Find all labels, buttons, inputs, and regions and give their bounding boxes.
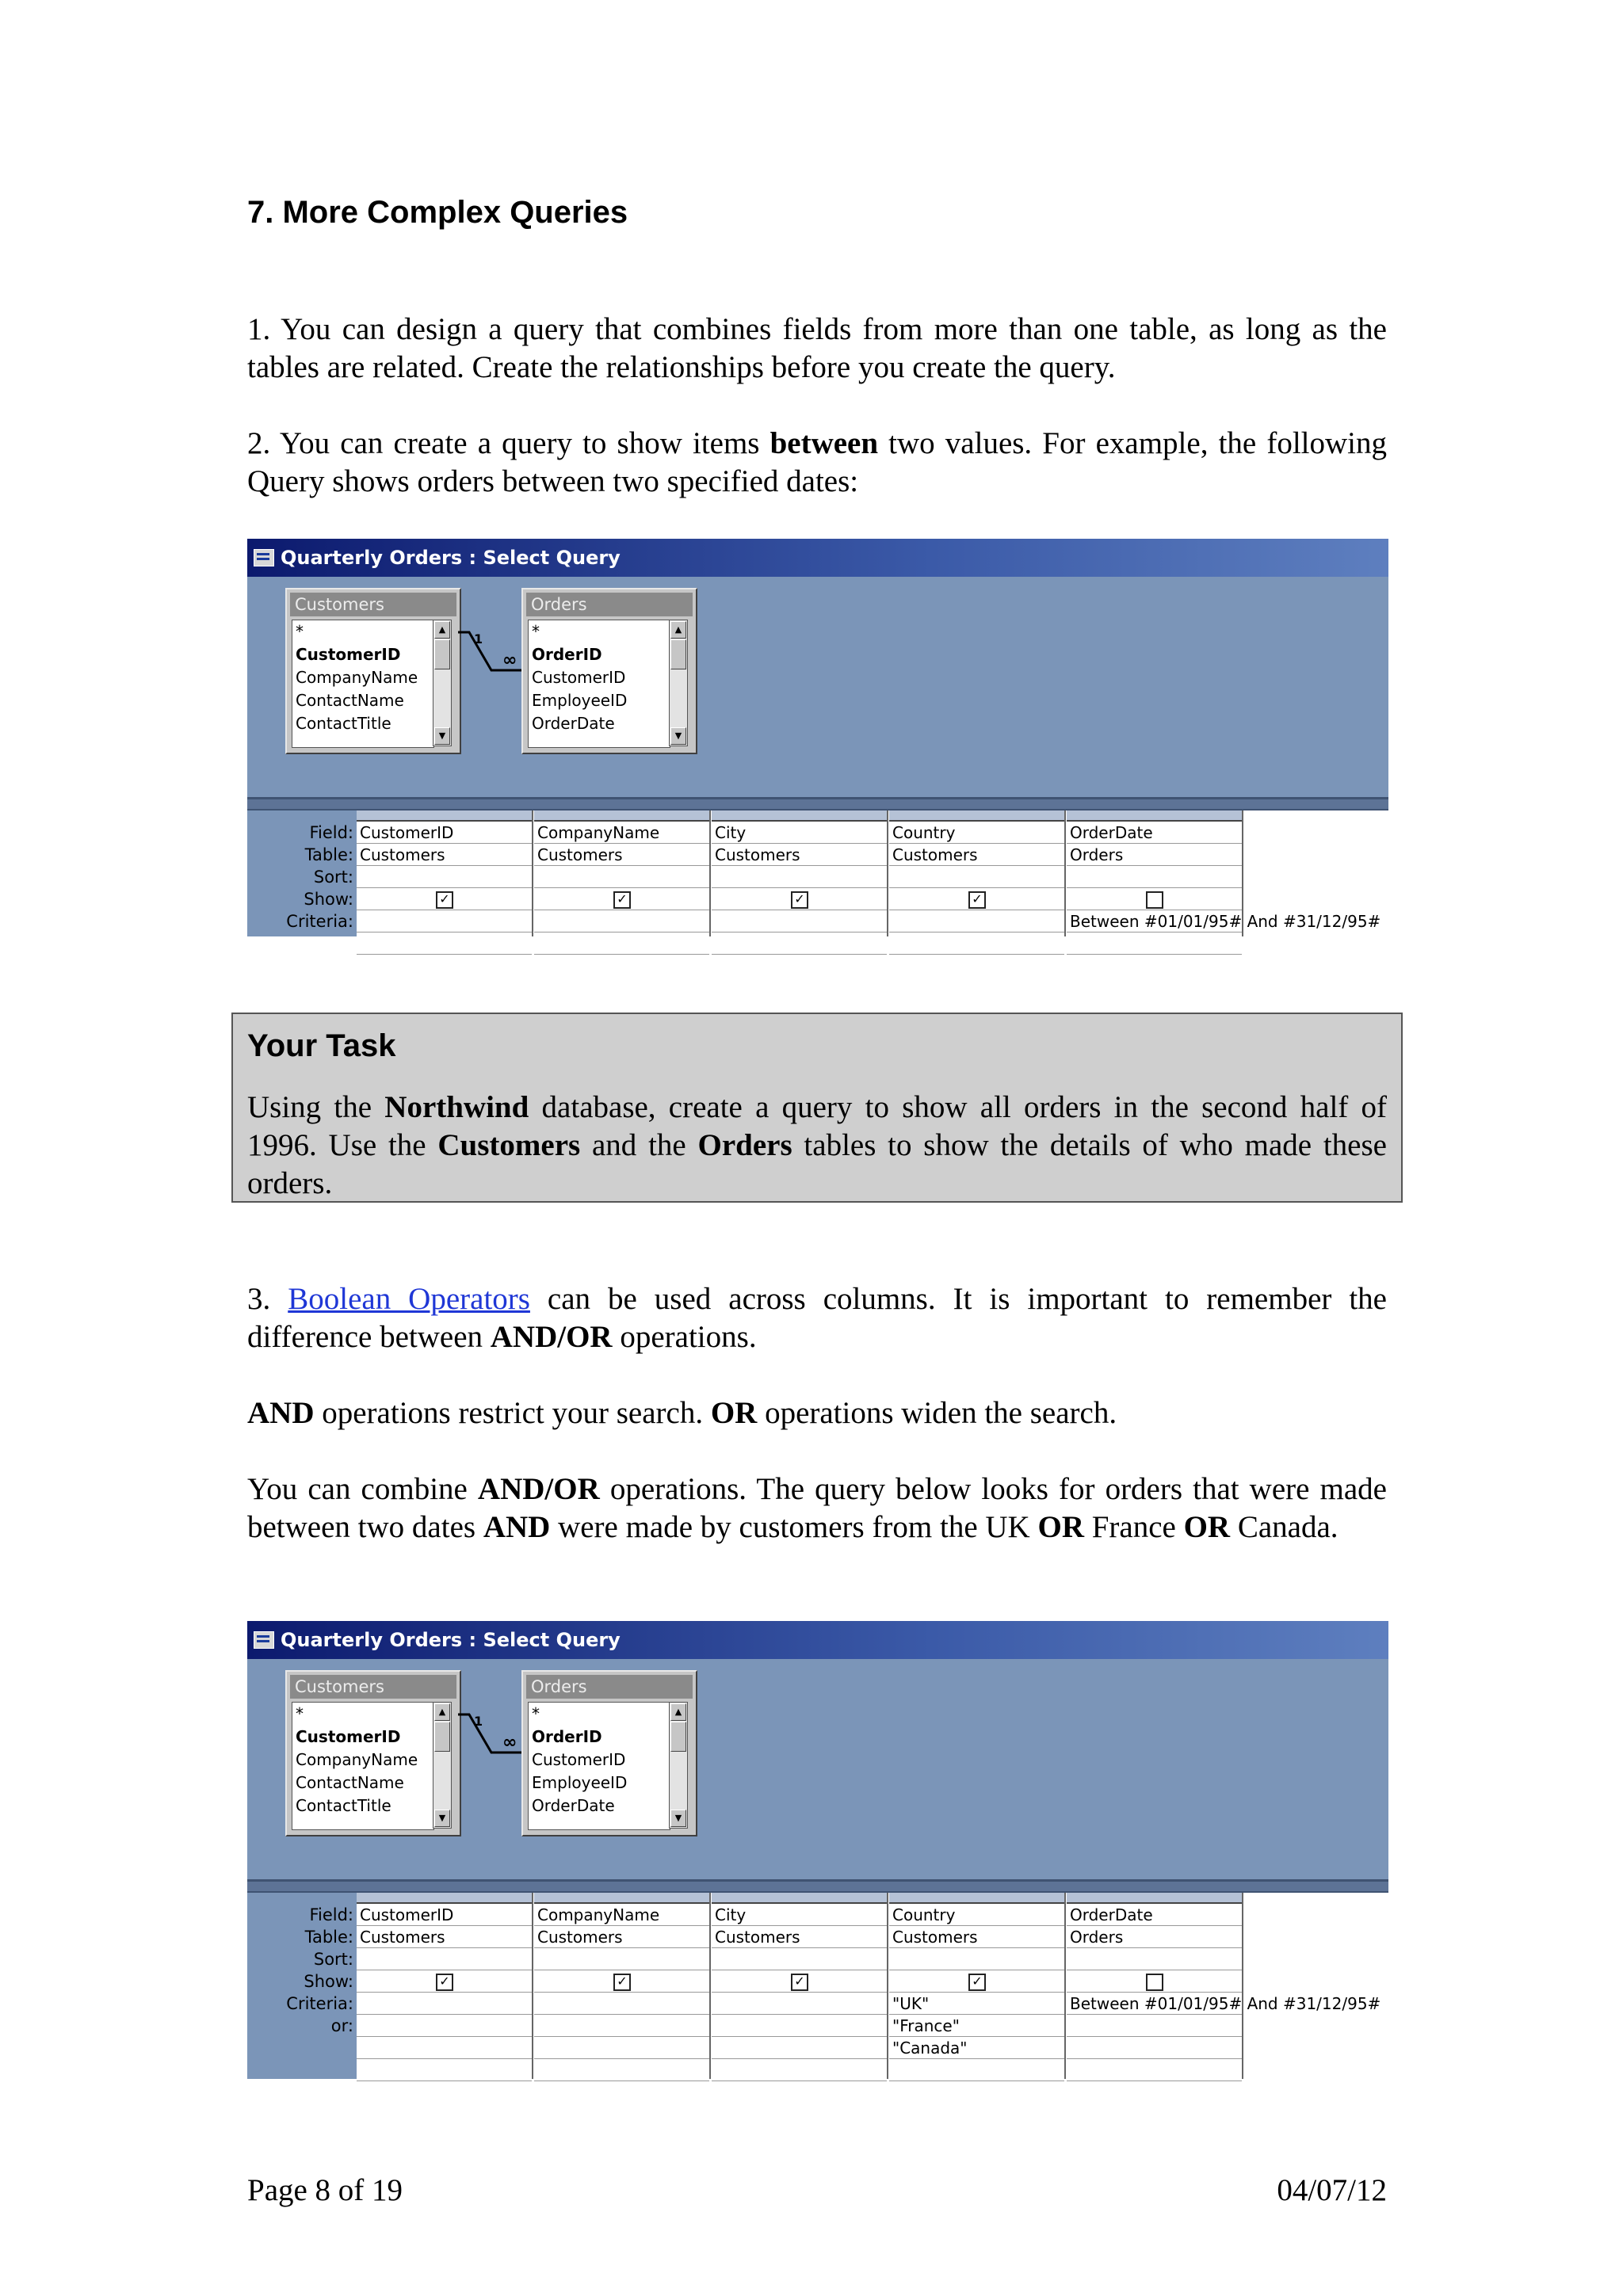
relationship-one-label: 1 [474,631,483,646]
field-cell[interactable]: CompanyName [534,1904,709,1926]
query-window-1[interactable] [247,539,1388,936]
criteria-cell[interactable] [889,2059,1064,2081]
criteria-cell[interactable]: Between #01/01/95# And #31/12/95# [1067,910,1242,933]
grid-row-label: Sort: [313,868,353,887]
grid-column-country[interactable] [889,1893,1066,2079]
scroll-down-icon[interactable]: ▼ [434,1810,450,1827]
show-cell [1067,888,1242,910]
section-heading: 7. More Complex Queries [247,195,628,230]
grid-row-label: Table: [304,1928,353,1947]
relationship-many-icon: ∞ [502,650,517,670]
field-list-item[interactable]: * [296,1704,304,1723]
criteria-cell[interactable] [357,933,532,955]
show-cell [1067,1970,1242,1993]
task-box [231,1013,1403,1203]
sort-cell[interactable] [357,1948,532,1970]
field-list-item[interactable]: CustomerID [296,1727,401,1746]
orders-table-box[interactable] [521,1670,697,1836]
grid-column-companyname[interactable] [534,810,711,936]
field-cell[interactable]: Country [889,1904,1064,1926]
criteria-cell[interactable]: "Canada" [889,2037,1064,2059]
scroll-up-icon[interactable]: ▲ [670,621,686,639]
show-cell [534,1970,709,1993]
checked-checkbox-icon[interactable]: ✓ [613,891,631,909]
field-list-item[interactable]: * [296,622,304,641]
column-selector[interactable] [534,1893,709,1904]
footer-date: 04/07/12 [1277,2173,1387,2207]
scroll-thumb[interactable] [670,1722,686,1752]
table-cell[interactable]: Customers [534,1926,709,1948]
field-list-item[interactable]: ContactName [296,691,404,710]
field-cell[interactable]: CustomerID [357,1904,532,1926]
sort-cell[interactable] [712,1948,887,1970]
field-cell[interactable]: City [712,1904,887,1926]
criteria-cell[interactable] [357,2037,532,2059]
scroll-thumb[interactable] [670,639,686,669]
criteria-cell[interactable] [712,2059,887,2081]
criteria-cell[interactable]: "France" [889,2015,1064,2037]
table-cell[interactable]: Customers [357,844,532,866]
grid-column-city[interactable] [712,810,888,936]
field-list-item[interactable]: OrderID [532,1727,602,1746]
relationship-line [458,1707,529,1770]
criteria-cell[interactable] [357,2015,532,2037]
sort-cell[interactable] [534,866,709,888]
grid-column-companyname[interactable] [534,1893,711,2079]
criteria-cell[interactable] [712,910,887,933]
criteria-cell[interactable] [712,1993,887,2015]
column-selector[interactable] [357,810,532,822]
orders-table-title: Orders [526,593,693,616]
checked-checkbox-icon[interactable]: ✓ [791,1974,808,1991]
grid-row-label: Table: [304,845,353,864]
sort-cell[interactable] [357,866,532,888]
grid-columns[interactable] [357,1893,1388,2079]
grid-column-city[interactable] [712,1893,888,2079]
show-cell [534,888,709,910]
field-list-item[interactable]: * [532,1704,540,1723]
customers-scrollbar[interactable] [433,1702,452,1829]
checked-checkbox-icon[interactable]: ✓ [613,1974,631,1991]
field-list-item[interactable]: EmployeeID [532,1773,628,1792]
table-cell[interactable]: Customers [889,844,1064,866]
table-cell[interactable]: Customers [712,844,887,866]
scroll-up-icon[interactable]: ▲ [434,1703,450,1721]
grid-row-labels [247,1904,357,2037]
checked-checkbox-icon[interactable]: ✓ [968,891,986,909]
criteria-cell[interactable]: Between #01/01/95# And #31/12/95# [1067,1993,1242,2015]
scroll-down-icon[interactable]: ▼ [670,1810,686,1827]
criteria-cell[interactable] [534,933,709,955]
orders-table-box[interactable] [521,588,697,754]
grid-column-orderdate[interactable] [1067,810,1381,936]
criteria-cell[interactable] [534,910,709,933]
customers-scrollbar[interactable] [433,620,452,746]
criteria-cell[interactable]: "UK" [889,1993,1064,2015]
field-list-item[interactable]: CompanyName [296,1750,418,1769]
design-grid [247,1893,1388,2079]
relationship-one-label: 1 [474,1714,483,1729]
customers-field-list[interactable] [292,620,434,748]
field-list-item[interactable]: OrderDate [532,1796,615,1815]
show-cell [712,888,887,910]
column-selector[interactable] [1067,1893,1242,1904]
criteria-cell[interactable] [1067,2037,1242,2059]
field-list-item[interactable]: * [532,622,540,641]
grid-row-label: Show: [304,890,353,909]
scroll-up-icon[interactable]: ▲ [670,1703,686,1721]
grid-column-customerid[interactable] [357,1893,533,2079]
window-title: Quarterly Orders : Select Query [281,1629,621,1651]
grid-columns[interactable] [357,810,1388,936]
show-cell [712,1970,887,1993]
query-window-icon [254,1631,274,1649]
criteria-cell[interactable] [357,910,532,933]
field-list-item[interactable]: CustomerID [296,645,401,664]
customers-table-title: Customers [290,593,456,616]
table-pane [247,577,1388,807]
paragraph-2: 2. You can create a query to show items between two values. For example, the following Query shows orders between two specified dates: [247,426,1387,498]
grid-row-labels [247,822,357,933]
field-cell[interactable]: City [712,822,887,844]
table-cell[interactable]: Customers [534,844,709,866]
table-cell[interactable]: Orders [1067,844,1242,866]
orders-scrollbar[interactable] [669,620,688,746]
paragraph-5: You can combine AND/OR operations. The query below looks for orders that were made between two dates AND were made by customers from the UK OR France OR Canada. [247,1472,1387,1544]
grid-row-label: Criteria: [286,1994,353,2013]
criteria-cell[interactable] [889,910,1064,933]
checked-checkbox-icon[interactable]: ✓ [436,1974,453,1991]
column-selector[interactable] [534,810,709,822]
criteria-cell[interactable] [712,2015,887,2037]
sort-cell[interactable] [889,1948,1064,1970]
criteria-cell[interactable] [534,2015,709,2037]
grid-column-customerid[interactable] [357,810,533,936]
field-cell[interactable]: CompanyName [534,822,709,844]
field-list-item[interactable]: ContactName [296,1773,404,1792]
scroll-down-icon[interactable]: ▼ [670,727,686,745]
design-grid [247,810,1388,936]
field-list-item[interactable]: OrderDate [532,714,615,733]
field-list-item[interactable]: EmployeeID [532,691,628,710]
sort-cell[interactable] [534,1948,709,1970]
boolean-operators-link[interactable]: Boolean Operators [288,1282,530,1316]
paragraph-1: 1. You can design a query that combines fields from more than one table, as long as the tables are related. Create the relationships before you create the query. [247,312,1387,384]
paragraph-4: AND operations restrict your search. OR operations widen the search. [247,1396,1117,1430]
criteria-cell[interactable] [712,2037,887,2059]
field-list-item[interactable]: CustomerID [532,1750,626,1769]
column-selector[interactable] [712,1893,887,1904]
criteria-cell[interactable] [1067,2015,1242,2037]
sort-cell[interactable] [1067,866,1242,888]
show-cell [357,888,532,910]
checked-checkbox-icon[interactable]: ✓ [436,891,453,909]
show-cell [889,1970,1064,1993]
relationship-line [458,624,529,688]
customers-field-list[interactable] [292,1702,434,1830]
criteria-cell[interactable] [712,933,887,955]
grid-row-label: Sort: [313,1950,353,1969]
task-text: Using the Northwind database, create a query to show all orders in the second half of 1996. Use the Customers and the Orders tables to show the details of who made these orders. [247,1090,1387,1200]
show-cell [357,1970,532,1993]
criteria-cell[interactable] [534,2059,709,2081]
window-titlebar [247,1621,1388,1659]
orders-scrollbar[interactable] [669,1702,688,1829]
customers-table-box[interactable] [285,1670,461,1836]
table-cell[interactable]: Orders [1067,1926,1242,1948]
grid-row-label: Criteria: [286,912,353,931]
criteria-cell[interactable] [534,2037,709,2059]
grid-row-label: Field: [309,1905,353,1924]
footer-page-number: Page 8 of 19 [247,2173,403,2207]
query-window-2[interactable] [247,1621,1388,2079]
unchecked-checkbox-icon[interactable] [1146,1974,1163,1991]
column-selector[interactable] [889,810,1064,822]
paragraph-3: 3. Boolean Operators can be used across columns. It is important to remember the difference between AND/OR operations. [247,1282,1387,1354]
sort-cell[interactable] [712,866,887,888]
scroll-thumb[interactable] [434,1722,450,1752]
criteria-cell[interactable] [357,2059,532,2081]
criteria-cell[interactable] [889,933,1064,955]
unchecked-checkbox-icon[interactable] [1146,891,1163,909]
field-cell[interactable]: OrderDate [1067,1904,1242,1926]
field-list-item[interactable]: ContactTitle [296,1796,391,1815]
customers-table-box[interactable] [285,588,461,754]
relationship-many-icon: ∞ [502,1733,517,1753]
pane-splitter[interactable] [247,797,1388,810]
show-cell [889,888,1064,910]
pane-splitter[interactable] [247,1879,1388,1893]
query-window-icon [254,549,274,566]
scroll-up-icon[interactable]: ▲ [434,621,450,639]
column-selector[interactable] [889,1893,1064,1904]
column-selector[interactable] [1067,810,1242,822]
grid-row-label: Show: [304,1972,353,1991]
window-titlebar [247,539,1388,577]
field-cell[interactable]: OrderDate [1067,822,1242,844]
column-selector[interactable] [357,1893,532,1904]
column-selector[interactable] [712,810,887,822]
grid-row-label: or: [330,2016,353,2035]
table-cell[interactable]: Customers [357,1926,532,1948]
sort-cell[interactable] [889,866,1064,888]
field-list-item[interactable]: ContactTitle [296,714,391,733]
window-title: Quarterly Orders : Select Query [281,547,621,569]
checked-checkbox-icon[interactable]: ✓ [968,1974,986,1991]
orders-field-list[interactable] [528,620,670,748]
criteria-cell[interactable] [534,1993,709,2015]
field-cell[interactable]: Country [889,822,1064,844]
orders-field-list[interactable] [528,1702,670,1830]
criteria-cell[interactable] [1067,2059,1242,2081]
field-cell[interactable]: CustomerID [357,822,532,844]
criteria-cell[interactable] [357,1993,532,2015]
scroll-down-icon[interactable]: ▼ [434,727,450,745]
task-title: Your Task [247,1028,396,1063]
orders-table-title: Orders [526,1675,693,1699]
checked-checkbox-icon[interactable]: ✓ [791,891,808,909]
field-list-item[interactable]: OrderID [532,645,602,664]
table-cell[interactable]: Customers [712,1926,887,1948]
grid-column-orderdate[interactable] [1067,1893,1381,2079]
table-cell[interactable]: Customers [889,1926,1064,1948]
sort-cell[interactable] [1067,1948,1242,1970]
customers-table-title: Customers [290,1675,456,1699]
criteria-cell[interactable] [1067,933,1242,955]
field-list-item[interactable]: CustomerID [532,668,626,687]
field-list-item[interactable]: CompanyName [296,668,418,687]
grid-column-country[interactable] [889,810,1066,936]
grid-row-label: Field: [309,823,353,842]
table-pane [247,1659,1388,1889]
scroll-thumb[interactable] [434,639,450,669]
